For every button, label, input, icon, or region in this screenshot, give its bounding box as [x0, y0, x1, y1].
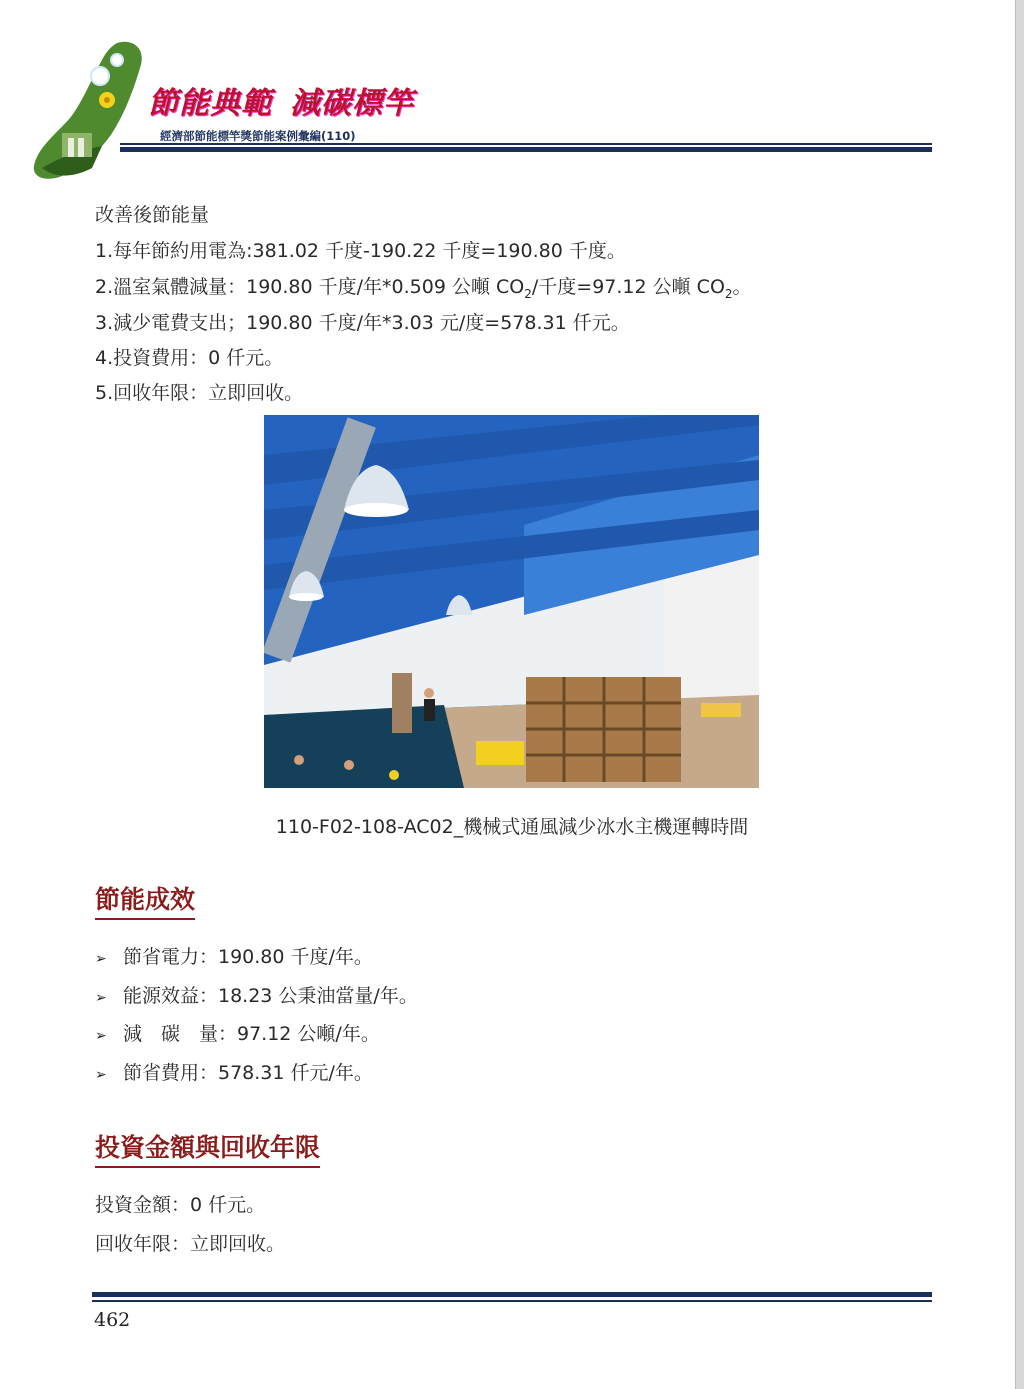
header-subtitle: 經濟部節能標竿獎節能案例彙編(110) [160, 129, 356, 143]
ghg-subscript-1: 2 [524, 286, 532, 301]
effect-bullet-4 [95, 1058, 373, 1085]
header-title [148, 78, 432, 122]
improvement-item-4: 4.投資費用：0 仟元。 [95, 347, 284, 369]
header-rule-thick [120, 147, 932, 152]
payback-period: 回收年限：立即回收。 [95, 1233, 286, 1255]
header-rule-thin [120, 143, 932, 145]
improvement-heading: 改善後節能量 [95, 204, 210, 226]
improvement-item-2 [95, 272, 752, 301]
page-edge [1015, 0, 1024, 1389]
header-title-part1: 節能典範 [148, 86, 272, 121]
footer-rule-thick [92, 1292, 932, 1297]
effect-section-title: 節能成效 [95, 880, 195, 920]
improvement-item-3: 3.減少電費支出；190.80 千度/年*3.03 元/度=578.31 仟元。 [95, 312, 630, 334]
effect-bullet-3 [95, 1019, 380, 1046]
pool-ventilation-photo [264, 415, 759, 788]
investment-section-title: 投資金額與回收年限 [95, 1128, 320, 1168]
effect-bullet-2 [95, 981, 418, 1008]
effect-bullet-text-1: 節省電力：190.80 千度/年。 [123, 946, 373, 968]
header-title-part2: 減碳標竿 [290, 86, 414, 121]
ghg-suffix: 。 [732, 276, 752, 298]
bullet-arrow-icon: ➢ [95, 990, 107, 1006]
ghg-middle: /千度=97.12 公噸 CO [531, 276, 725, 298]
improvement-item-1: 1.每年節約用電為:381.02 千度-190.22 千度=190.80 千度。 [95, 240, 626, 262]
effect-bullet-text-4: 節省費用：578.31 仟元/年。 [123, 1062, 373, 1084]
photo-caption: 110-F02-108-AC02_機械式通風減少冰水主機運轉時間 [275, 816, 749, 838]
effect-bullet-text-3: 減 碳 量：97.12 公噸/年。 [123, 1023, 380, 1045]
improvement-item-5: 5.回收年限：立即回收。 [95, 382, 304, 404]
page-number: 462 [94, 1309, 131, 1331]
effect-bullet-1 [95, 942, 373, 969]
footer-rule-thin [92, 1300, 932, 1302]
investment-amount: 投資金額：0 仟元。 [95, 1194, 266, 1216]
ghg-prefix: 2.溫室氣體減量：190.80 千度/年*0.509 公噸 CO [95, 276, 525, 298]
bullet-arrow-icon: ➢ [95, 951, 107, 967]
ghg-subscript-2: 2 [724, 286, 733, 301]
bullet-arrow-icon: ➢ [95, 1067, 107, 1083]
bullet-arrow-icon: ➢ [95, 1028, 107, 1044]
effect-bullet-text-2: 能源效益：18.23 公秉油當量/年。 [123, 985, 418, 1007]
